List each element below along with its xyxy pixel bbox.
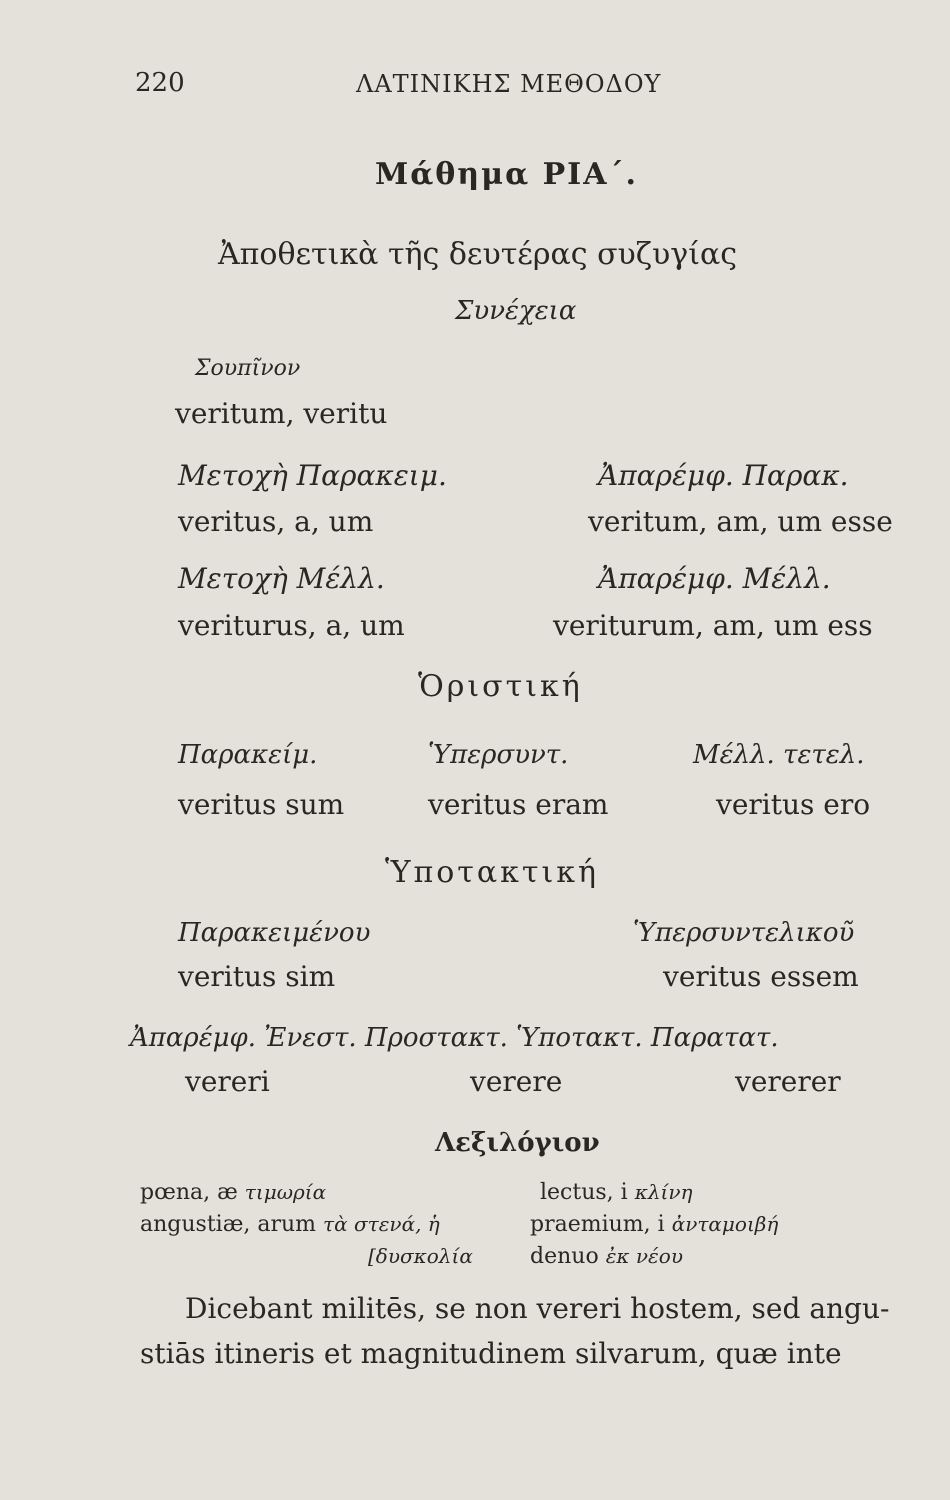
vocab-greek: [δυσκολία bbox=[368, 1244, 473, 1268]
vocabulary-heading: Λεξιλόγιον bbox=[435, 1128, 600, 1158]
vocab-left-2 bbox=[140, 1214, 440, 1236]
perfect-participle-forms: veritus, a, um bbox=[178, 505, 374, 538]
vocab-right-1 bbox=[540, 1182, 692, 1204]
page-number: 220 bbox=[135, 68, 185, 98]
vocab-left-1 bbox=[140, 1182, 326, 1204]
subjunctive-pluperfect-form: veritus essem bbox=[663, 960, 859, 993]
future-participle-forms: veriturus, a, um bbox=[178, 609, 405, 642]
continuation-label: Συνέχεια bbox=[455, 296, 577, 326]
perfect-infinitive-label: Ἀπαρέμφ. Παρακ. bbox=[598, 459, 849, 492]
future-infinitive-label: Ἀπαρέμφ. Μέλλ. bbox=[598, 562, 831, 595]
indicative-future-perfect-label: Μέλλ. τετελ. bbox=[693, 740, 865, 770]
vocab-greek: τὰ στενά, ἡ bbox=[323, 1212, 440, 1236]
vocab-latin: lectus, i bbox=[540, 1180, 628, 1205]
perfect-infinitive-forms: veritum, am, um esse bbox=[588, 505, 893, 538]
vocab-left-3 bbox=[368, 1246, 473, 1268]
vocab-latin: denuo bbox=[530, 1244, 599, 1269]
supine-forms: veritum, veritu bbox=[175, 397, 388, 430]
vocab-greek: κλίνη bbox=[634, 1180, 693, 1204]
indicative-perfect-label: Παρακείμ. bbox=[178, 740, 318, 770]
exercise-line-1: Dicebant militēs, se non vereri hostem, sed angu- bbox=[185, 1292, 890, 1325]
imperative-form: verere bbox=[470, 1065, 563, 1098]
future-participle-label: Μετοχὴ Μέλλ. bbox=[178, 562, 385, 595]
subjunctive-pluperfect-label: Ὑπερσυντελικοῦ bbox=[633, 918, 855, 948]
other-forms-labels: Ἀπαρέμφ. Ἐνεστ. Προστακτ. Ὑποτακτ. Παρατατ. bbox=[130, 1023, 779, 1053]
vocab-right-3 bbox=[530, 1246, 683, 1268]
future-infinitive-forms: veriturum, am, um ess bbox=[553, 609, 873, 642]
subjunctive-imperfect-form: vererer bbox=[735, 1065, 841, 1098]
subjunctive-perfect-form: veritus sim bbox=[178, 960, 336, 993]
vocab-greek: τιμωρία bbox=[244, 1180, 327, 1204]
exercise-line-2: stiās itineris et magnitudinem silvarum, quæ inte bbox=[140, 1337, 842, 1370]
indicative-heading: Ὁριστική bbox=[418, 669, 583, 704]
infinitive-form: vereri bbox=[185, 1065, 270, 1098]
indicative-perfect-form: veritus sum bbox=[178, 788, 345, 821]
vocab-greek: ἐκ νέου bbox=[605, 1244, 683, 1268]
vocab-latin: angustiæ, arum bbox=[140, 1212, 317, 1237]
perfect-participle-label: Μετοχὴ Παρακειμ. bbox=[178, 459, 447, 492]
indicative-future-perfect-form: veritus ero bbox=[716, 788, 871, 821]
indicative-pluperfect-form: veritus eram bbox=[428, 788, 609, 821]
running-title: ΛΑΤΙΝΙΚΗΣ ΜΕΘΟΔΟΥ bbox=[356, 70, 662, 98]
subjunctive-heading: Ὑποτακτική bbox=[385, 855, 599, 890]
lesson-subtitle: Ἀποθετικὰ τῆς δευτέρας συζυγίας bbox=[218, 237, 738, 272]
supine-label: Σουπῖνον bbox=[195, 356, 301, 381]
vocab-greek: ἀνταμοιβή bbox=[671, 1212, 779, 1236]
subjunctive-perfect-label: Παρακειμένου bbox=[178, 918, 371, 948]
vocab-right-2 bbox=[530, 1214, 778, 1236]
lesson-title: Μάθημα ΡΙΑ΄. bbox=[375, 157, 638, 192]
indicative-pluperfect-label: Ὑπερσυντ. bbox=[428, 740, 569, 770]
vocab-latin: praemium, i bbox=[530, 1212, 665, 1237]
vocab-latin: pœna, æ bbox=[140, 1180, 238, 1205]
